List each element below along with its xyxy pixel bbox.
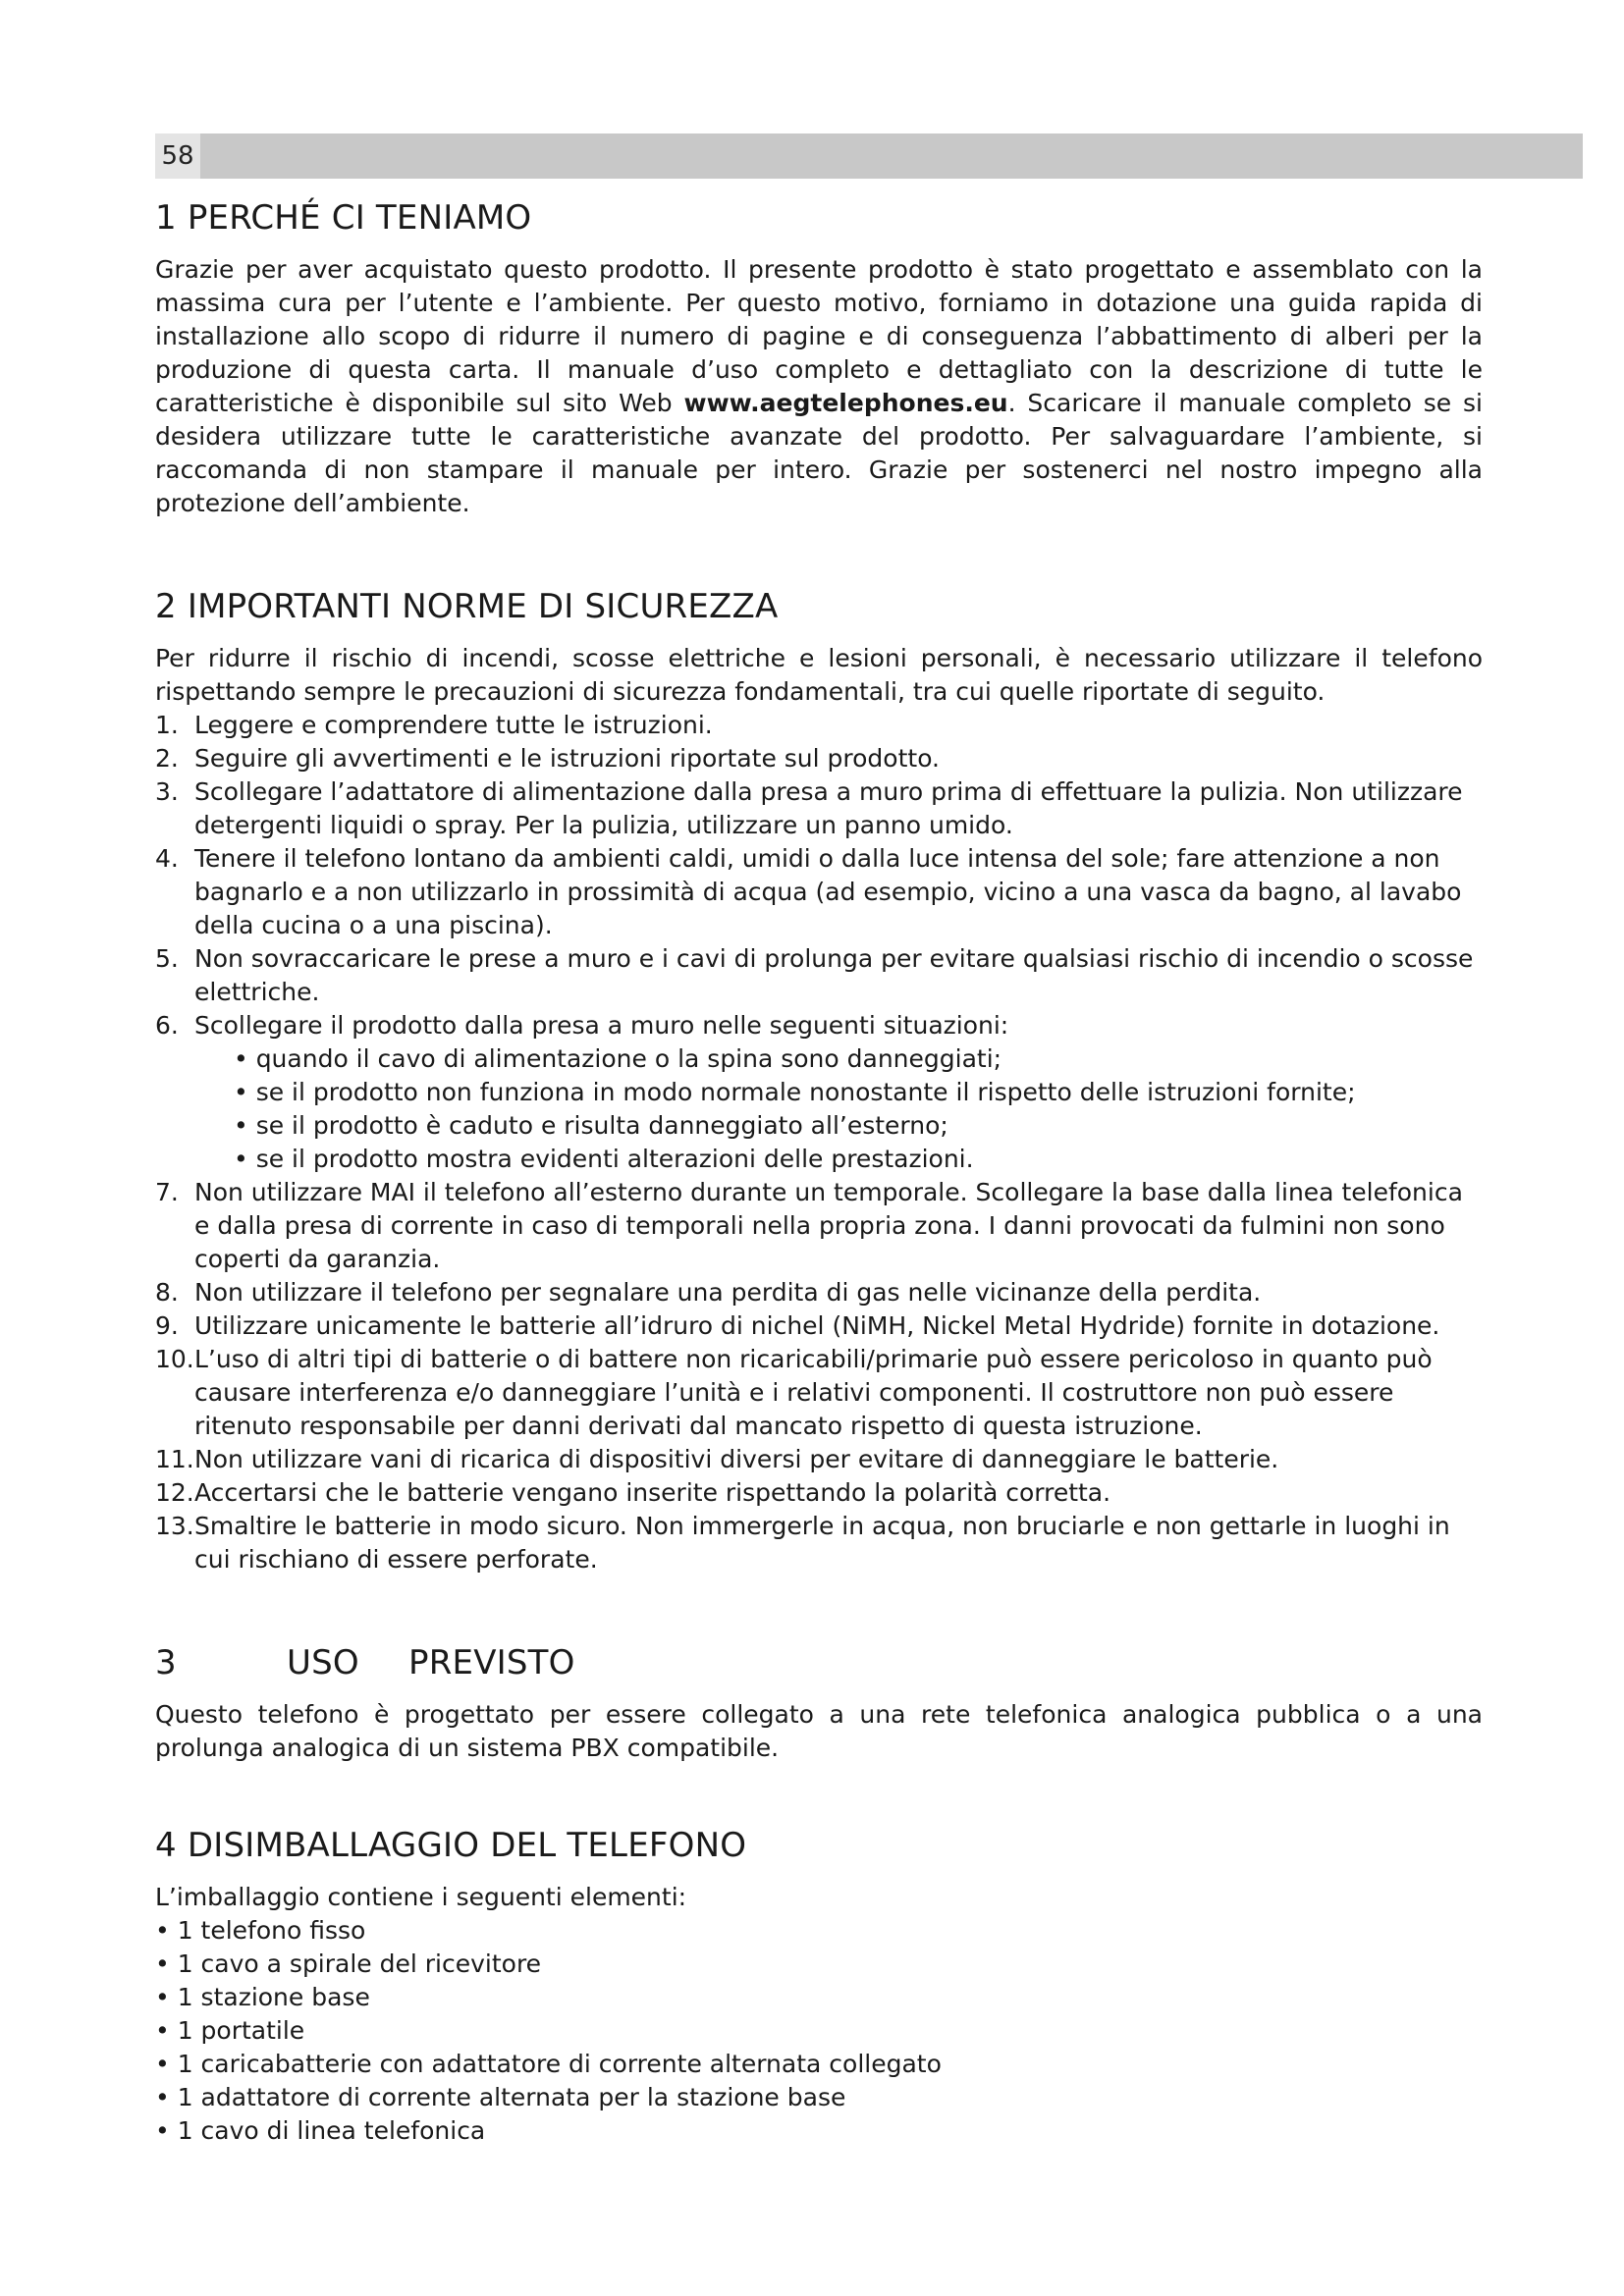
- sub-list-item: • se il prodotto è caduto e risulta danneggiato all’esterno;: [234, 1111, 948, 1140]
- list-item: [155, 842, 1483, 942]
- document-content: [155, 196, 1483, 2148]
- item-number: 13.: [155, 1512, 194, 1540]
- item-number: 5.: [155, 944, 179, 973]
- list-item: [155, 1343, 1483, 1443]
- section-3-text: Questo telefono è progettato per essere collegato a una rete telefonica analogica pubblica o a una prolunga analogica di un sistema PBX compatibile.: [155, 1700, 1483, 1762]
- list-item: [155, 1309, 1483, 1343]
- list-item: [155, 1510, 1483, 1576]
- section-3-title: [155, 1641, 1483, 1684]
- section-3-word-2: PREVISTO: [408, 1643, 575, 1682]
- item-text: Scollegare il prodotto dalla presa a muro nelle seguenti situazioni:: [194, 1011, 1009, 1040]
- list-item: [155, 1476, 1483, 1510]
- item-text: Seguire gli avvertimenti e le istruzioni riportate sul prodotto.: [194, 744, 941, 773]
- safety-rules-list: [155, 709, 1483, 1576]
- sub-list-item: • se il prodotto mostra evidenti alterazioni delle prestazioni.: [234, 1145, 974, 1173]
- item-text: Leggere e comprendere tutte le istruzioni.: [194, 711, 713, 739]
- list-item: • 1 telefono fisso: [155, 1916, 366, 1945]
- sub-bullet-list: [194, 1042, 1483, 1176]
- list-item: [155, 1176, 1483, 1276]
- page-header-bar: [155, 133, 1583, 179]
- section-1-text-b: . Scaricare il manuale completo se si desidera utilizzare tutte le caratteristiche avanzate del prodotto. Per salvaguardare l’ambiente, si raccomanda di non stampare il manuale per intero. Grazie per sostenerci nel nostro impegno alla protezione dell’ambiente.: [155, 389, 1483, 517]
- item-text: Utilizzare unicamente le batterie all’idruro di nichel (NiMH, Nickel Metal Hydride) fornite in dotazione.: [194, 1311, 1440, 1340]
- item-number: 6.: [155, 1011, 179, 1040]
- section-2-title: 2 IMPORTANTI NORME DI SICUREZZA: [155, 587, 779, 626]
- section-2-intro: Per ridurre il rischio di incendi, scosse elettriche e lesioni personali, è necessario utilizzare il telefono rispettando sempre le precauzioni di sicurezza fondamentali, tra cui quelle riportate di seguito.: [155, 644, 1483, 706]
- list-item: [155, 1009, 1483, 1176]
- item-text: Accertarsi che le batterie vengano inserite rispettando la polarità corretta.: [194, 1478, 1111, 1507]
- list-item: • 1 portatile: [155, 2016, 305, 2045]
- item-number: 1.: [155, 711, 179, 739]
- section-3-number: 3: [155, 1643, 177, 1682]
- item-number: 4.: [155, 844, 179, 873]
- item-number: 11.: [155, 1445, 194, 1473]
- list-item: • 1 caricabatterie con adattatore di corrente alternata collegato: [155, 2050, 942, 2078]
- section-perche-ci-teniamo: [155, 196, 1483, 520]
- list-item: [155, 1276, 1483, 1309]
- page-number: 58: [155, 133, 200, 179]
- item-text: Non utilizzare vani di ricarica di dispositivi diversi per evitare di danneggiare le batterie.: [194, 1445, 1279, 1473]
- sub-list-item: • se il prodotto non funziona in modo normale nonostante il rispetto delle istruzioni fornite;: [234, 1078, 1356, 1106]
- section-uso-previsto: [155, 1641, 1483, 1765]
- item-text: L’uso di altri tipi di batterie o di battere non ricaricabili/primarie può essere pericoloso in quanto può causare interferenza e/o danneggiare l’unità e i relativi componenti. Il costruttore non può essere ritenuto responsabile per danni derivati dal mancato rispetto di questa istruzione.: [194, 1345, 1433, 1440]
- item-number: 2.: [155, 744, 179, 773]
- section-1-paragraph: [155, 253, 1483, 520]
- website-link[interactable]: www.aegtelephones.eu: [683, 389, 1008, 417]
- section-4-title: 4 DISIMBALLAGGIO DEL TELEFONO: [155, 1826, 747, 1865]
- item-text: Tenere il telefono lontano da ambienti caldi, umidi o dalla luce intensa del sole; fare attenzione a non bagnarlo e a non utilizzarlo in prossimità di acqua (ad esempio, vicino a una vasca da bagno, al lavabo della cucina o a una piscina).: [194, 844, 1462, 939]
- list-item: [155, 1443, 1483, 1476]
- item-number: 3.: [155, 777, 179, 806]
- item-number: 10.: [155, 1345, 194, 1373]
- item-text: Smaltire le batterie in modo sicuro. Non immergerle in acqua, non bruciarle e non gettarle in luoghi in cui rischiano di essere perforate.: [194, 1512, 1450, 1574]
- list-item: • 1 cavo di linea telefonica: [155, 2116, 486, 2145]
- sub-list-item: • quando il cavo di alimentazione o la spina sono danneggiati;: [234, 1044, 1002, 1073]
- list-item: [155, 942, 1483, 1009]
- item-text: Non sovraccaricare le prese a muro e i cavi di prolunga per evitare qualsiasi rischio di incendio o scosse elettriche.: [194, 944, 1474, 1006]
- list-item: • 1 cavo a spirale del ricevitore: [155, 1949, 542, 1978]
- list-item: [155, 775, 1483, 842]
- item-number: 7.: [155, 1178, 179, 1206]
- list-item: [155, 742, 1483, 775]
- section-disimballaggio: [155, 1824, 1483, 2148]
- item-text: Non utilizzare il telefono per segnalare una perdita di gas nelle vicinanze della perdita.: [194, 1278, 1262, 1307]
- section-1-text-a: Grazie per aver acquistato questo prodotto. Il presente prodotto è stato progettato e assemblato con la massima cura per l’utente e l’ambiente. Per questo motivo, forniamo in dotazione una guida rapida di installazione allo scopo di ridurre il numero di pagine e di conseguenza l’abbattimento di alberi per la produzione di questa carta. Il manuale d’uso completo e dettagliato con la descrizione di tutte le caratteristiche è disponibile sul sito Web: [155, 255, 1483, 417]
- item-text: Scollegare l’adattatore di alimentazione dalla presa a muro prima di effettuare la pulizia. Non utilizzare detergenti liquidi o spray. Per la pulizia, utilizzare un panno umido.: [194, 777, 1463, 839]
- item-text: Non utilizzare MAI il telefono all’esterno durante un temporale. Scollegare la base dalla linea telefonica e dalla presa di corrente in caso di temporali nella propria zona. I danni provocati da fulmini non sono coperti da garanzia.: [194, 1178, 1463, 1273]
- section-norme-sicurezza: [155, 585, 1483, 1576]
- item-number: 9.: [155, 1311, 179, 1340]
- section-3-word-1: USO: [287, 1643, 359, 1682]
- list-item: • 1 stazione base: [155, 1983, 370, 2011]
- section-1-title: 1 PERCHÉ CI TENIAMO: [155, 198, 532, 238]
- list-item: [155, 709, 1483, 742]
- item-number: 8.: [155, 1278, 179, 1307]
- section-4-intro: L’imballaggio contiene i seguenti elementi:: [155, 1883, 687, 1911]
- item-number: 12.: [155, 1478, 194, 1507]
- list-item: • 1 adattatore di corrente alternata per la stazione base: [155, 2083, 846, 2111]
- package-contents-list: [155, 1914, 1483, 2148]
